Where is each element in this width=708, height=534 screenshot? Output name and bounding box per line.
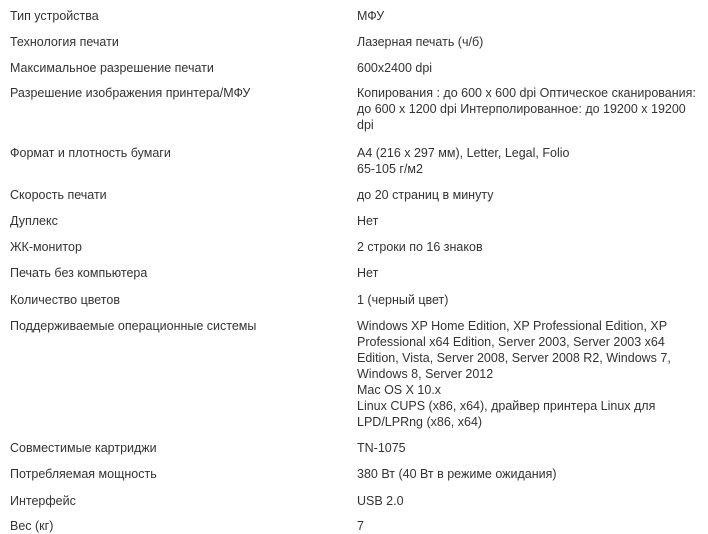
spec-value — [357, 440, 702, 456]
spec-value-line: 2 строки по 16 знаков — [357, 240, 483, 254]
spec-label: Количество цветов — [10, 293, 120, 307]
spec-value-line: 380 Вт (40 Вт в режиме ожидания) — [357, 467, 557, 481]
spec-value-line: МФУ — [357, 9, 385, 23]
spec-value-line: 65-105 г/м2 — [357, 162, 423, 176]
spec-value-line: Нет — [357, 266, 379, 280]
spec-label: ЖК-монитор — [10, 240, 82, 254]
spec-label: Совместимые картриджи — [10, 441, 157, 455]
spec-label: Вес (кг) — [10, 519, 54, 533]
spec-label: Потребляемая мощность — [10, 467, 157, 481]
spec-value — [357, 292, 702, 308]
spec-value — [357, 213, 702, 229]
spec-label: Интерфейс — [10, 494, 76, 508]
spec-value-line: Mac OS X 10.x — [357, 383, 442, 397]
spec-value — [357, 265, 702, 281]
spec-value — [357, 466, 702, 482]
spec-label: Формат и плотность бумаги — [10, 146, 171, 160]
spec-value-line: TN-1075 — [357, 441, 406, 455]
spec-label: Дуплекс — [10, 214, 58, 228]
spec-value-line: Linux CUPS (x86, x64), драйвер принтера Linux для LPD/LPRng (x86, x64) — [357, 399, 656, 429]
spec-value — [357, 60, 702, 76]
spec-value — [357, 493, 702, 509]
spec-label: Поддерживаемые операционные системы — [10, 319, 257, 333]
spec-value-line: Windows XP Home Edition, XP Professional Edition, XP Professional x64 Edition, Server 2003, Server 2003 x64 Edition, Vista, Server 2008, Server 2008 R2, Windows 7, Windows 8, Server 2012 — [357, 319, 671, 381]
spec-value-line: до 20 страниц в минуту — [357, 188, 494, 202]
spec-label: Печать без компьютера — [10, 266, 148, 280]
spec-value-line: USB 2.0 — [357, 494, 404, 508]
spec-value-line: Нет — [357, 214, 379, 228]
spec-value — [357, 187, 702, 203]
spec-value-line: Копирования : до 600 x 600 dpi Оптическое сканирования: до 600 x 1200 dpi Интерполированное: до 19200 x 19200 dpi — [357, 86, 696, 132]
spec-value — [357, 318, 702, 430]
spec-value — [357, 85, 702, 133]
spec-value-line: 600x2400 dpi — [357, 61, 433, 75]
spec-value-line: 7 — [357, 519, 364, 533]
spec-label: Максимальное разрешение печати — [10, 61, 214, 75]
spec-value — [357, 239, 702, 255]
spec-label: Тип устройства — [10, 9, 99, 23]
spec-value — [357, 8, 702, 24]
spec-label: Разрешение изображения принтера/МФУ — [10, 86, 251, 100]
spec-label: Скорость печати — [10, 188, 107, 202]
spec-value — [357, 518, 702, 534]
spec-label: Технология печати — [10, 35, 119, 49]
spec-value-line: 1 (черный цвет) — [357, 293, 449, 307]
spec-value — [357, 145, 702, 177]
spec-value-line: Лазерная печать (ч/б) — [357, 35, 484, 49]
spec-value-line: A4 (216 x 297 мм), Letter, Legal, Folio — [357, 146, 570, 160]
spec-value — [357, 34, 702, 50]
